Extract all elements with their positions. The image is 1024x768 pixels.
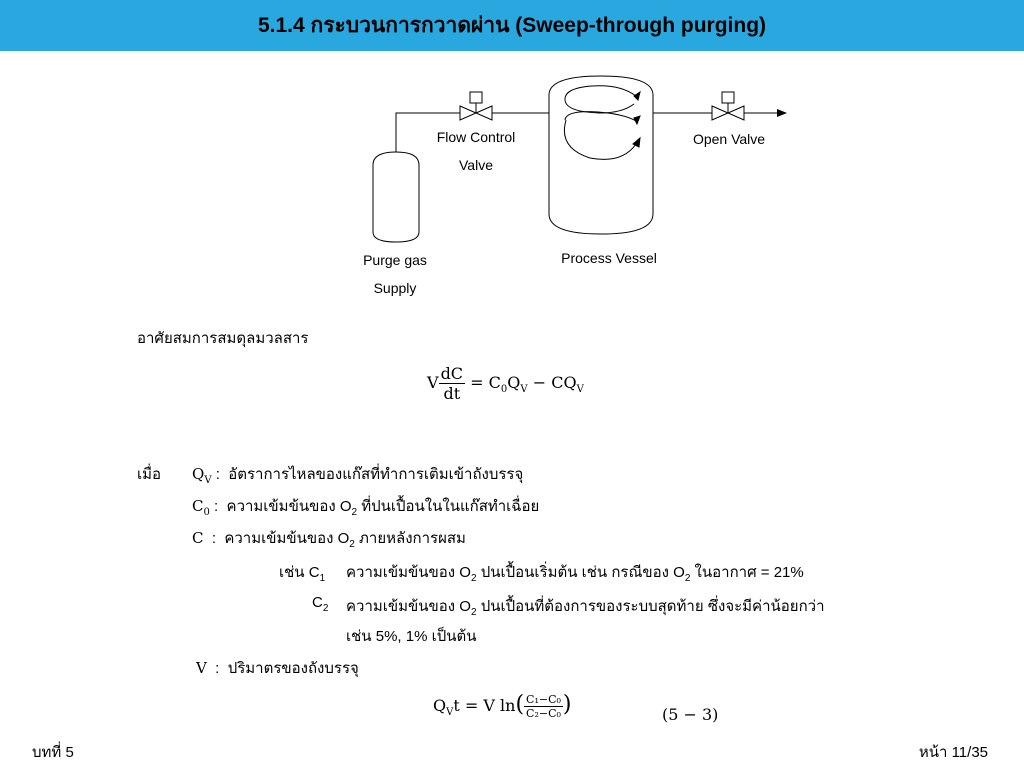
eq1-equals: = xyxy=(470,373,484,392)
open-valve-label-text: Open Valve xyxy=(692,131,766,147)
eq1-c0-sub: 0 xyxy=(500,384,508,396)
slide-title: 5.1.4 กระบวนการกวาดผ่าน (Sweep-through purging) xyxy=(257,14,767,37)
eq2-den: C₂−C₀ xyxy=(526,707,561,720)
open-valve-label xyxy=(674,125,784,153)
eq2-q-sub: V xyxy=(446,707,454,719)
def-c0-sub: 0 xyxy=(203,507,210,518)
eq1-num: dC xyxy=(440,364,464,383)
example-c1-text-c: ในอากาศ = 21% xyxy=(690,564,804,581)
page-number: หน้า 11/35 xyxy=(918,744,988,761)
purge-gas-label xyxy=(345,246,445,302)
def-c-text-a: ความเข้มข้นของ O xyxy=(224,530,350,547)
chapter-label: บทที่ 5 xyxy=(32,744,74,761)
example-c1-label: เช่น $C_1$ xyxy=(279,564,326,584)
example-c2-label: $C_2$ xyxy=(312,594,329,614)
sweep-purging-diagram xyxy=(0,51,1024,311)
def-c-text-b: ภายหลังการผสม xyxy=(354,530,466,547)
eq1-derivative xyxy=(439,364,465,403)
example-c1-label-text: เช่น C xyxy=(279,564,320,581)
title-bar xyxy=(0,0,1024,51)
process-vessel-label xyxy=(545,244,673,272)
process-vessel-label-text: Process Vessel xyxy=(561,250,657,266)
example-c2-label-text: C xyxy=(312,594,323,611)
eq1-volume: V xyxy=(427,373,439,392)
open-valve-icon xyxy=(712,92,744,120)
eq1-minus: − xyxy=(532,373,547,392)
eq1-q: Q xyxy=(507,373,521,392)
flow-control-valve-label xyxy=(420,123,532,179)
mass-balance-equation xyxy=(427,364,584,403)
where-label: เมื่อ xyxy=(137,466,162,483)
purge-gas-label-line2: Supply xyxy=(373,280,417,296)
eq1-cqv-sub: V xyxy=(576,384,584,396)
purge-gas-cylinder xyxy=(373,152,419,242)
purge-gas-label-line1: Purge gas xyxy=(363,252,427,268)
eq1-qv-sub: V xyxy=(520,384,528,396)
eq2-mid: t = V ln xyxy=(453,696,516,715)
example-c1-text-a: ความเข้มข้นของ O xyxy=(346,564,471,581)
eq1-c: C xyxy=(488,373,501,392)
eq1-den: dt xyxy=(443,384,461,403)
purge-time-equation: $Q_Vt = V$ ln( $\frac{\text{C₁−C₀}}{\text{C₂−C₀}}$ ) xyxy=(433,692,572,720)
def-c0-text-b: ที่ปนเปื้อนในในแก๊สทำเฉื่อย xyxy=(357,498,540,515)
def-qv: $Q_V$ : อัตราการไหลของแก๊สที่ทำการเติมเข้าถังบรรจุ xyxy=(192,465,524,486)
example-c1-desc: ความเข้มข้นของ $O_2$ ปนเปื้อนเริ่มต้น เช่น กรณีของ $O_2$ ในอากาศ = 21% xyxy=(346,564,804,584)
example-c2-text-a: ความเข้มข้นของ O xyxy=(346,598,471,615)
def-c0-text-a: ความเข้มข้นของ O xyxy=(226,498,352,515)
flow-control-valve-label-line2: Valve xyxy=(459,157,493,173)
eq2-q: Q xyxy=(433,696,447,715)
def-c: C : ความเข้มข้นของ $O_2$ ภายหลังการผสม xyxy=(192,529,466,550)
eq2-fraction xyxy=(524,693,563,720)
def-qv-text: อัตราการไหลของแก๊สที่ทำการเติมเข้าถังบรรจุ xyxy=(228,466,524,483)
def-qv-sub: V xyxy=(204,475,212,486)
def-v: V : ปริมาตรของถังบรรจุ xyxy=(196,659,359,677)
def-v-text: ปริมาตรของถังบรรจุ xyxy=(227,660,359,677)
equation-number: (5 − 3) xyxy=(662,705,719,724)
example-c2-desc: ความเข้มข้นของ $O_2$ ปนเปื้อนที่ต้องการของระบบสุดท้าย ซึ่งจะมีค่าน้อยกว่า xyxy=(346,598,825,618)
def-c0: $C_0$ : ความเข้มข้นของ $O_2$ ที่ปนเปื้อนในในแก๊สทำเฉื่อย xyxy=(192,497,540,518)
eq1-cq: CQ xyxy=(551,373,577,392)
flow-control-valve-icon xyxy=(460,92,492,120)
eq2-num: C₁−C₀ xyxy=(526,693,561,706)
flow-control-valve-label-line1: Flow Control xyxy=(436,129,516,145)
example-c2-desc-line2: เช่น 5%, 1% เป็นต้น xyxy=(346,628,477,645)
example-c2-text-b: ปนเปื้อนที่ต้องการของระบบสุดท้าย ซึ่งจะมีค่าน้อยกว่า xyxy=(476,598,825,615)
intro-text: อาศัยสมการสมดุลมวลสาร xyxy=(137,330,309,347)
example-c1-text-b: ปนเปื้อนเริ่มต้น เช่น กรณีของ O xyxy=(476,564,685,581)
